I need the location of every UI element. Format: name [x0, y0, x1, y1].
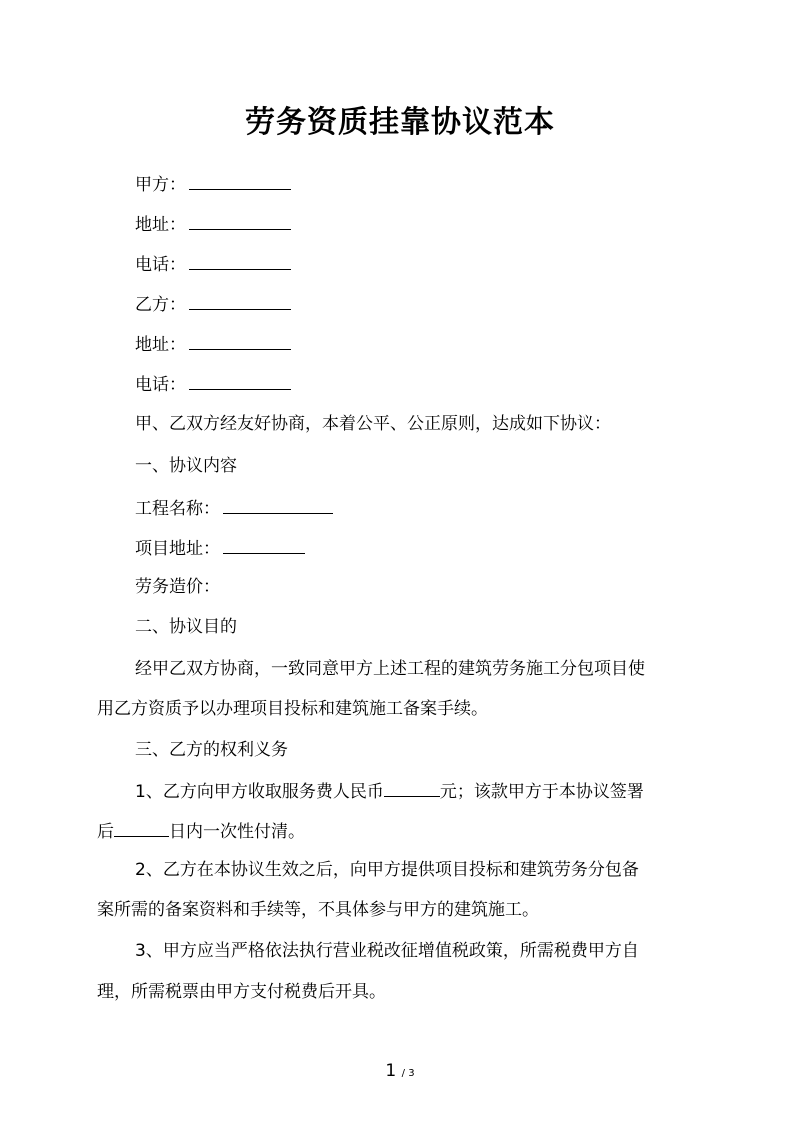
party-a-blank	[189, 171, 291, 190]
item3-line-1: 3、甲方应当严格依法执行营业税改征增值税政策，所需税费甲方自	[135, 941, 639, 961]
section2-heading: 二、协议目的	[135, 617, 237, 637]
party-a-address-label: 地址：	[135, 215, 186, 235]
project-name-blank	[223, 495, 333, 514]
party-b-blank	[189, 291, 291, 310]
labor-cost-field	[135, 575, 220, 599]
item1-line-2	[97, 818, 305, 844]
party-b-phone-label: 电话：	[135, 375, 186, 395]
party-a-address-blank	[189, 211, 291, 230]
project-name-field	[135, 495, 333, 521]
party-a-address-field	[135, 211, 291, 237]
party-b-phone-field	[135, 371, 291, 397]
section2-paragraph-line-1: 经甲乙双方协商，一致同意甲方上述工程的建筑劳务施工分包项目使	[135, 659, 645, 679]
party-b-address-label: 地址：	[135, 335, 186, 355]
project-name-label: 工程名称：	[135, 499, 220, 519]
party-b-address-field	[135, 331, 291, 357]
item1-text-a: 1、乙方向甲方收取服务费人民币	[135, 782, 384, 802]
project-address-blank	[223, 535, 305, 554]
page-current: 1	[385, 1061, 397, 1081]
item1-line-1	[135, 778, 644, 804]
days-blank	[114, 818, 169, 837]
section3-heading: 三、乙方的权利义务	[135, 740, 288, 760]
party-b-label: 乙方：	[135, 295, 186, 315]
item1-text-d: 日内一次性付清。	[169, 822, 305, 842]
page-total: / 3	[401, 1068, 415, 1079]
party-a-phone-blank	[189, 251, 291, 270]
labor-cost-label: 劳务造价：	[135, 577, 220, 597]
page-number	[0, 1061, 800, 1084]
item3-line-2: 理，所需税票由甲方支付税费后开具。	[97, 982, 386, 1002]
party-a-phone-label: 电话：	[135, 255, 186, 275]
fee-amount-blank	[384, 778, 440, 797]
document-title: 劳务资质挂靠协议范本	[245, 105, 555, 140]
item1-text-b: 元；该款甲方于本协议签署	[439, 782, 644, 802]
project-address-label: 项目地址：	[135, 539, 220, 559]
item2-line-1: 2、乙方在本协议生效之后，向甲方提供项目投标和建筑劳务分包备	[135, 860, 639, 880]
item2-line-2: 案所需的备案资料和手续等，不具体参与甲方的建筑施工。	[97, 900, 539, 920]
section2-paragraph-line-2: 用乙方资质予以办理项目投标和建筑施工备案手续。	[97, 699, 488, 719]
party-a-field	[135, 171, 291, 197]
party-b-phone-blank	[189, 371, 291, 390]
project-address-field	[135, 535, 305, 561]
section1-heading: 一、协议内容	[135, 456, 237, 476]
intro-paragraph: 甲、乙双方经友好协商，本着公平、公正原则，达成如下协议：	[135, 414, 611, 434]
party-b-address-blank	[189, 331, 291, 350]
party-a-phone-field	[135, 251, 291, 277]
party-b-field	[135, 291, 291, 317]
party-a-label: 甲方：	[135, 175, 186, 195]
item1-text-c: 后	[97, 822, 114, 842]
